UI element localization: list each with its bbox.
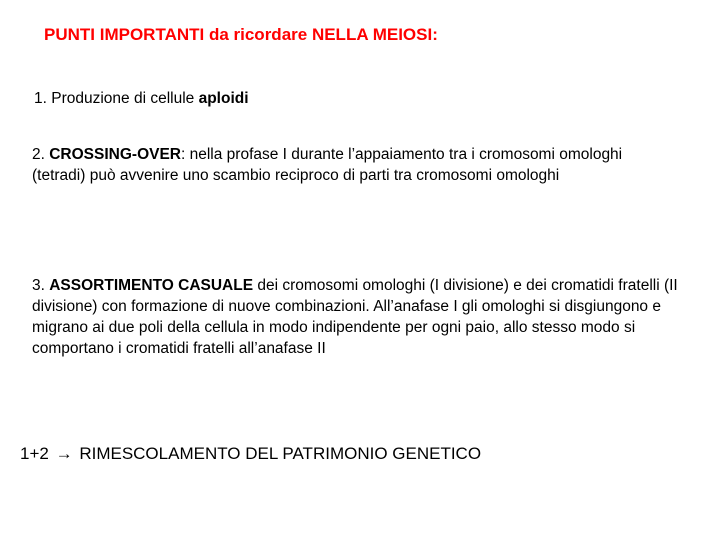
point-1-highlight: aploidi <box>198 90 249 107</box>
conclusion <box>20 444 481 464</box>
point-2-rest: : nella profase I durante l’appaiamento tra i cromosomi omologhi (tetradi) può avvenire uno scambio reciproco di parti tra cromosomi omologhi <box>32 146 623 184</box>
point-1 <box>34 88 249 109</box>
arrow-right-icon: → <box>55 444 73 463</box>
point-3-prefix: 3. <box>32 277 50 294</box>
point-2-highlight: CROSSING-OVER <box>49 146 181 163</box>
point-2 <box>32 144 672 186</box>
point-3-highlight: ASSORTIMENTO CASUALE <box>49 277 254 294</box>
point-3 <box>32 275 682 359</box>
conclusion-right: RIMESCOLAMENTO DEL PATRIMONIO GENETICO <box>79 444 482 463</box>
point-2-prefix: 2. <box>32 146 50 163</box>
conclusion-left: 1+2 <box>20 444 49 463</box>
page-title: PUNTI IMPORTANTI da ricordare NELLA MEIOSI: <box>44 25 438 44</box>
point-3-rest: dei cromosomi omologhi (I divisione) e dei cromatidi fratelli (II divisione) con formazione di nuove combinazioni. All’anafase I gli omologhi si disgiungono e migrano ai due poli della cellula in modo indipendente per ogni paio, allo stesso modo si comportano i cromatidi fratelli all’anafase II <box>32 277 678 357</box>
point-1-prefix: 1. Produzione di cellule <box>34 90 199 107</box>
